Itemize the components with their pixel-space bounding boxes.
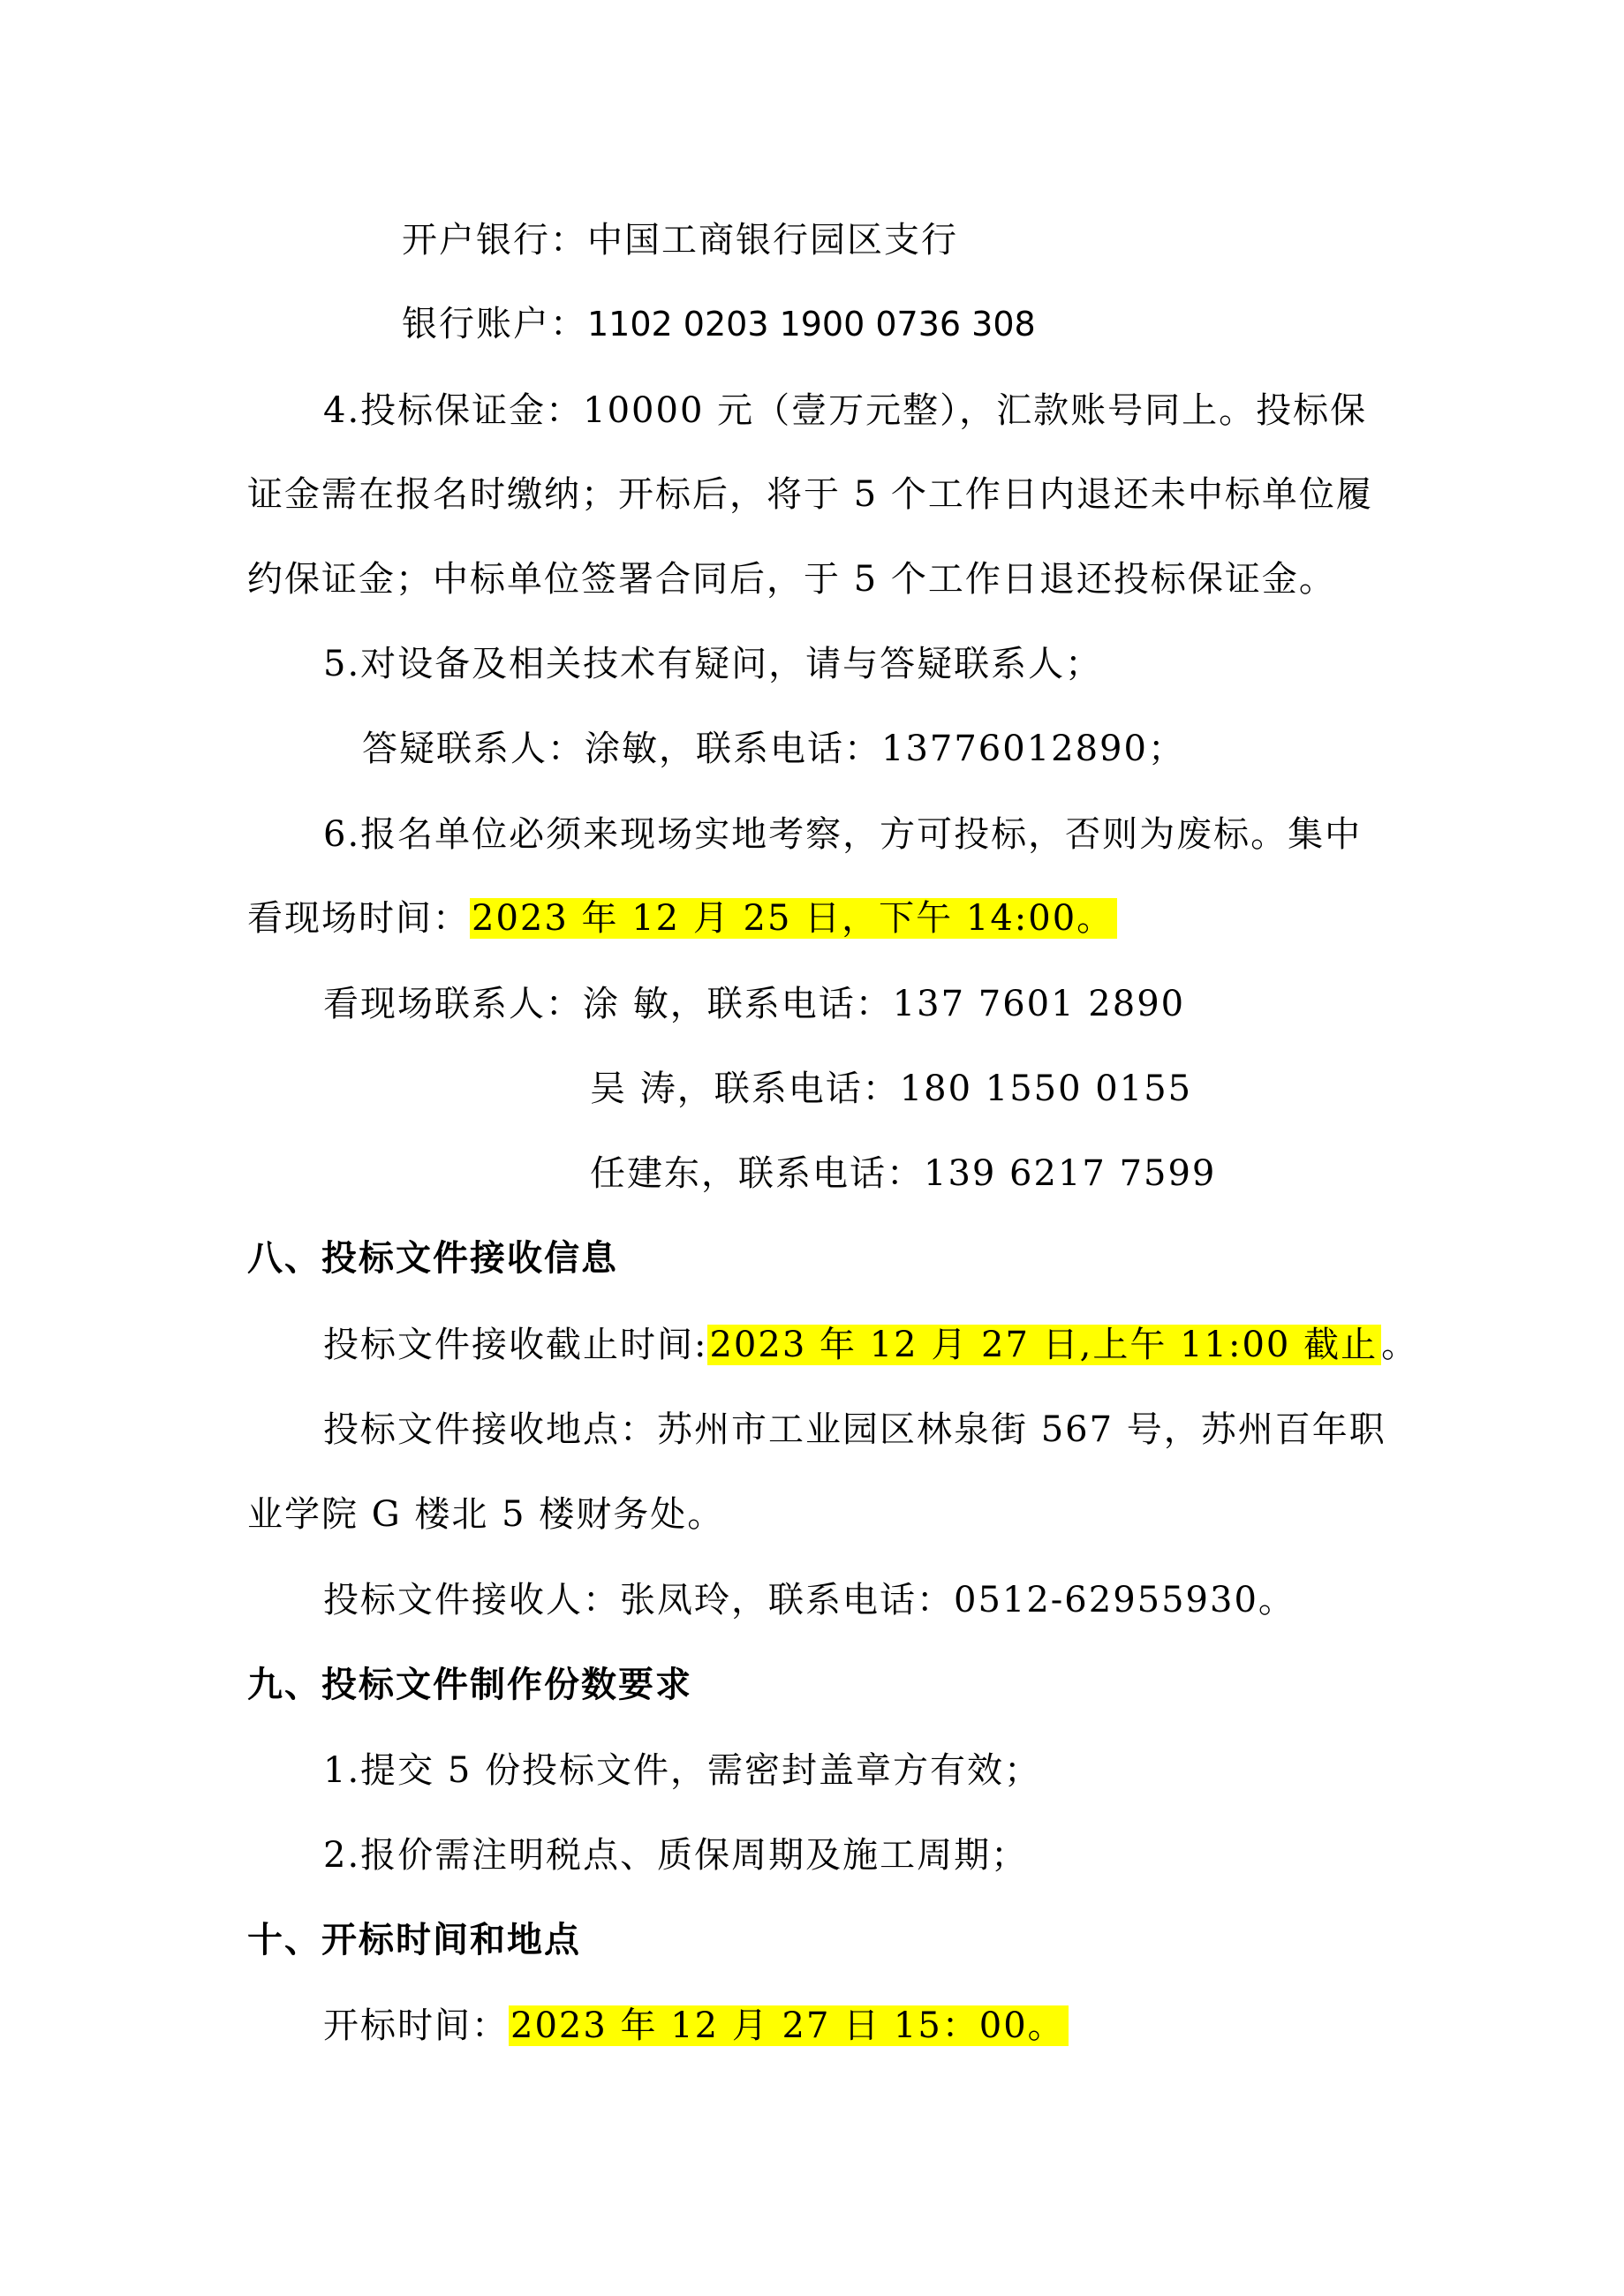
- qa-line-2: 答疑联系人：涂敏，联系电话：13776012890；: [362, 729, 1185, 769]
- deadline-label: 投标文件接收截止时间:: [323, 1325, 708, 1365]
- receiver-line: 投标文件接收人：张凤玲，联系电话：0512-62955930。: [323, 1580, 1295, 1620]
- site-contact-name: 吴 涛: [590, 1069, 677, 1109]
- section-10-heading: 十、开标时间和地点: [247, 1919, 581, 1960]
- site-visit-line-1: 6.报名单位必须来现场实地考察，方可投标，否则为废标。集中: [323, 814, 1363, 855]
- account-label: 银行账户：: [402, 304, 587, 344]
- site-visit-time-highlight: 2023 年 12 月 25 日，下午 14:00。: [470, 898, 1117, 939]
- site-contact-line-2: [590, 1063, 1624, 1114]
- section-9-item-1: 1.提交 5 份投标文件，需密封盖章方有效；: [323, 1750, 1042, 1791]
- section-9-heading: 九、投标文件制作份数要求: [247, 1664, 692, 1705]
- site-contact-name: 任建东: [590, 1153, 701, 1194]
- site-contact-line-3: [590, 1148, 1624, 1199]
- section-9-item-2: 2.报价需注明税点、质保周期及施工周期；: [323, 1835, 1029, 1876]
- deadline-highlight: 2023 年 12 月 27 日,上午 11:00 截止: [707, 1325, 1381, 1365]
- site-contact-name: 涂 敏: [583, 984, 670, 1024]
- opening-time-label: 开标时间：: [323, 2005, 509, 2046]
- opening-time-highlight: 2023 年 12 月 27 日 15：00。: [509, 2005, 1069, 2046]
- account-line: [402, 298, 1624, 350]
- qa-line-1: 5.对设备及相关技术有疑问，请与答疑联系人；: [323, 644, 1103, 684]
- site-contact-phone: ，联系电话：139 6217 7599: [701, 1153, 1217, 1194]
- account-number: 1102 0203 1900 0736 308: [587, 305, 1036, 344]
- bank-line: [402, 215, 1624, 266]
- location-line-2: 业学院 G 楼北 5 楼财务处。: [247, 1494, 725, 1535]
- site-visit-time-label: 看现场时间：: [247, 898, 470, 939]
- bank-label: 开户银行：: [402, 220, 587, 261]
- deadline-line: [323, 1319, 1624, 1371]
- deposit-line-1: 4.投标保证金：10000 元（壹万元整），汇款账号同上。投标保: [323, 390, 1368, 431]
- site-contact-phone: ，联系电话：137 7601 2890: [669, 984, 1186, 1024]
- bank-name: 中国工商银行园区支行: [587, 220, 958, 261]
- section-8-heading: 八、投标文件接收信息: [247, 1237, 618, 1279]
- site-contact-phone: ，联系电话：180 1550 0155: [676, 1069, 1193, 1109]
- site-visit-line-2: [247, 893, 1624, 944]
- site-contact-line-1: [323, 978, 1624, 1030]
- deposit-line-2: 证金需在报名时缴纳；开标后，将于 5 个工作日内退还未中标单位履: [247, 474, 1373, 515]
- location-line-1: 投标文件接收地点：苏州市工业园区林泉街 567 号，苏州百年职: [323, 1409, 1386, 1450]
- deposit-line-3: 约保证金；中标单位签署合同后，于 5 个工作日退还投标保证金。: [247, 559, 1336, 600]
- deadline-suffix: 。: [1381, 1325, 1419, 1365]
- opening-time-line: [323, 2000, 1624, 2051]
- site-contacts-label: 看现场联系人：: [323, 984, 583, 1024]
